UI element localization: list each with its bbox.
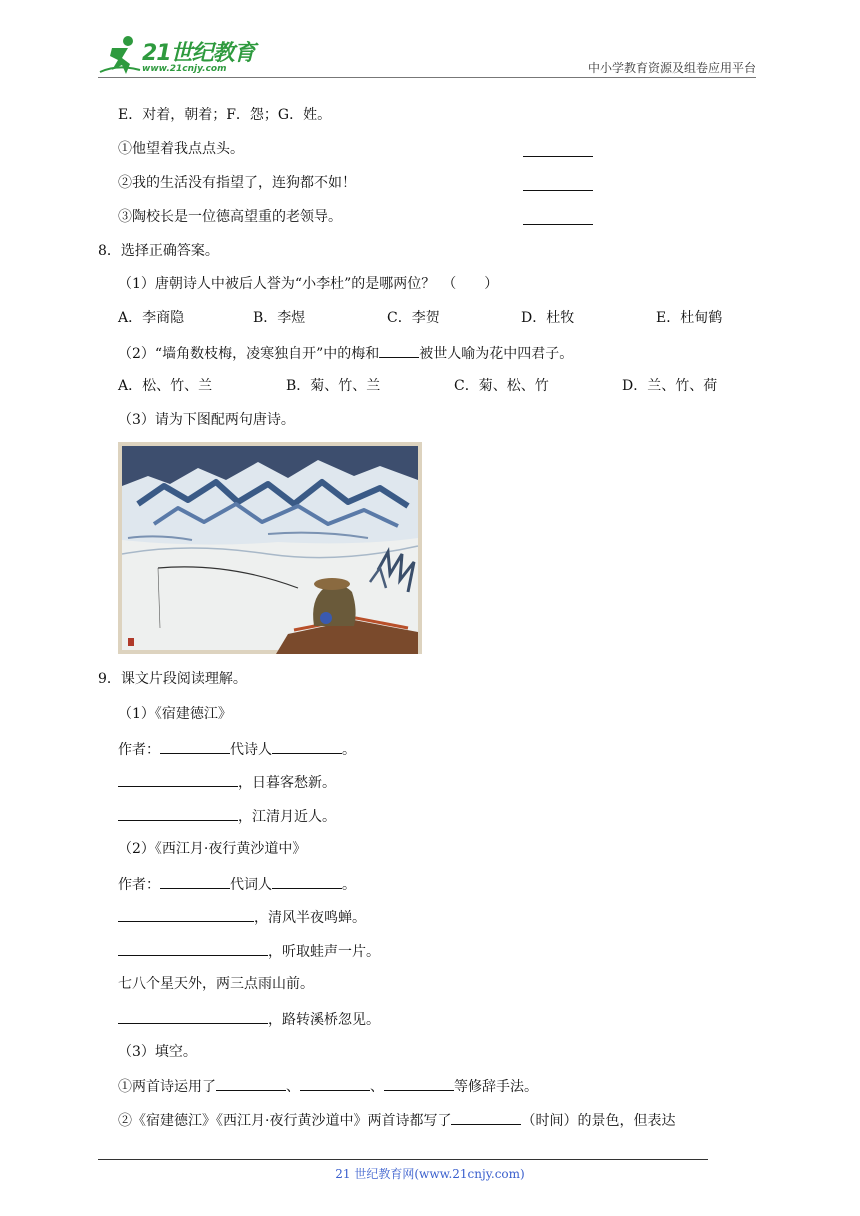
footer-divider — [98, 1159, 708, 1160]
q8-sub2-stem-before: （2）“墙角数枝梅，凌寒独自开”中的梅和 — [118, 346, 380, 362]
q8-sub1-option-b[interactable]: B．李煜 — [253, 310, 306, 326]
q8-sub3-stem: （3）请为下图配两句唐诗。 — [118, 412, 295, 428]
poem1-author-mid: 代诗人 — [230, 742, 272, 758]
rhetoric-blank-1[interactable] — [216, 1076, 286, 1091]
poem2-poet-blank[interactable] — [272, 874, 342, 889]
page-header — [0, 0, 860, 90]
q8-sub2-stem — [118, 343, 573, 363]
q9-sub3-sep-1: 、 — [286, 1079, 300, 1095]
poem1-line1-blank[interactable] — [118, 772, 238, 787]
poem1-line2-text: ，江清月近人。 — [238, 809, 336, 825]
q9-sub3-q2-text: ②《宿建德江》《西江月·夜行黄沙道中》两首诗都写了 — [118, 1113, 452, 1129]
q7-answer-1[interactable] — [523, 156, 593, 157]
q7-item-1: ①他望着我点点头。 — [118, 141, 244, 157]
snow-river-fisherman-painting — [118, 442, 422, 654]
rhetoric-blank-3[interactable] — [384, 1076, 454, 1091]
poem1-title: （1）《宿建德江》 — [118, 706, 232, 722]
poem1-author-label: 作者： — [118, 742, 160, 758]
runner-icon — [98, 34, 142, 78]
poem1-poet-blank[interactable] — [272, 739, 342, 754]
q7-answer-2[interactable] — [523, 190, 593, 191]
q8-sub2-option-d[interactable]: D．兰、竹、荷 — [622, 378, 718, 394]
poem2-author-label: 作者： — [118, 877, 160, 893]
q8-sub2-option-b[interactable]: B．菊、竹、兰 — [286, 378, 381, 394]
rhetoric-blank-2[interactable] — [300, 1076, 370, 1091]
q8-sub1-option-e[interactable]: E．杜甸鹤 — [656, 310, 723, 326]
poem2-line1-blank[interactable] — [118, 907, 254, 922]
site-logo — [98, 34, 258, 78]
poem2-line2-text: ，听取蛙声一片。 — [268, 944, 380, 960]
platform-name: 中小学教育资源及组卷应用平台 — [587, 61, 756, 75]
poem2-author-line — [118, 874, 356, 894]
poem2-line4-blank[interactable] — [118, 1009, 268, 1024]
q9-sub3-q2-end: （时间）的景色，但表达 — [521, 1113, 676, 1129]
poem1-dynasty-blank[interactable] — [160, 739, 230, 754]
poem2-author-end: 。 — [342, 877, 356, 893]
poem2-line-4 — [118, 1009, 380, 1029]
q8-title: 8．选择正确答案。 — [98, 243, 219, 259]
poem2-title: （2）《西江月·夜行黄沙道中》 — [118, 841, 307, 857]
q8-sub1-option-d[interactable]: D．杜牧 — [521, 310, 575, 326]
q9-title: 9．课文片段阅读理解。 — [98, 671, 247, 687]
q7-item-2: ②我的生活没有指望了，连狗都不如！ — [118, 175, 356, 191]
q8-sub1-option-c[interactable]: C．李贺 — [387, 310, 440, 326]
q9-sub3-sep-2: 、 — [370, 1079, 384, 1095]
poem2-line-2 — [118, 941, 380, 961]
q9-sub3-q1-end: 等修辞手法。 — [454, 1079, 538, 1095]
poem2-author-mid: 代词人 — [230, 877, 272, 893]
page-footer: 21 世纪教育网(www.21cnjy.com) — [335, 1167, 525, 1181]
q9-sub3-title: （3）填空。 — [118, 1044, 197, 1060]
q8-sub2-blank[interactable] — [379, 343, 419, 358]
q7-answer-3[interactable] — [523, 224, 593, 225]
q9-sub3-q1 — [118, 1076, 538, 1096]
time-blank[interactable] — [451, 1110, 521, 1125]
poem1-line2-blank[interactable] — [118, 806, 238, 821]
poem2-line-3: 七八个星天外，两三点雨山前。 — [118, 976, 314, 992]
q9-sub3-q2 — [118, 1110, 675, 1130]
poem1-author-line — [118, 739, 356, 759]
q8-sub2-option-c[interactable]: C．菊、松、竹 — [454, 378, 549, 394]
poem2-line-1 — [118, 907, 366, 927]
poem1-author-end: 。 — [342, 742, 356, 758]
poem2-line2-blank[interactable] — [118, 941, 268, 956]
logo-url: www.21cnjy.com — [142, 64, 227, 74]
logo-text: 21世纪教育 — [142, 41, 255, 66]
poem2-dynasty-blank[interactable] — [160, 874, 230, 889]
poem1-line1-text: ，日暮客愁新。 — [238, 775, 336, 791]
poem1-line-2 — [118, 806, 336, 826]
q8-sub2-stem-after: 被世人喻为花中四君子。 — [419, 346, 574, 362]
q8-sub1-stem: （1）唐朝诗人中被后人誉为“小李杜”的是哪两位？ （ ） — [118, 276, 499, 292]
q7-options: E．对着，朝着；F．怨；G．姓。 — [118, 107, 332, 123]
poem1-line-1 — [118, 772, 336, 792]
q8-sub1-option-a[interactable]: A．李商隐 — [118, 310, 185, 326]
q9-sub3-q1-text: ①两首诗运用了 — [118, 1079, 216, 1095]
q8-sub2-option-a[interactable]: A．松、竹、兰 — [118, 378, 213, 394]
q7-item-3: ③陶校长是一位德高望重的老领导。 — [118, 209, 342, 225]
poem2-line4-text: ，路转溪桥忽见。 — [268, 1012, 380, 1028]
poem2-line1-text: ，清风半夜鸣蝉。 — [254, 910, 366, 926]
header-divider — [98, 77, 756, 78]
